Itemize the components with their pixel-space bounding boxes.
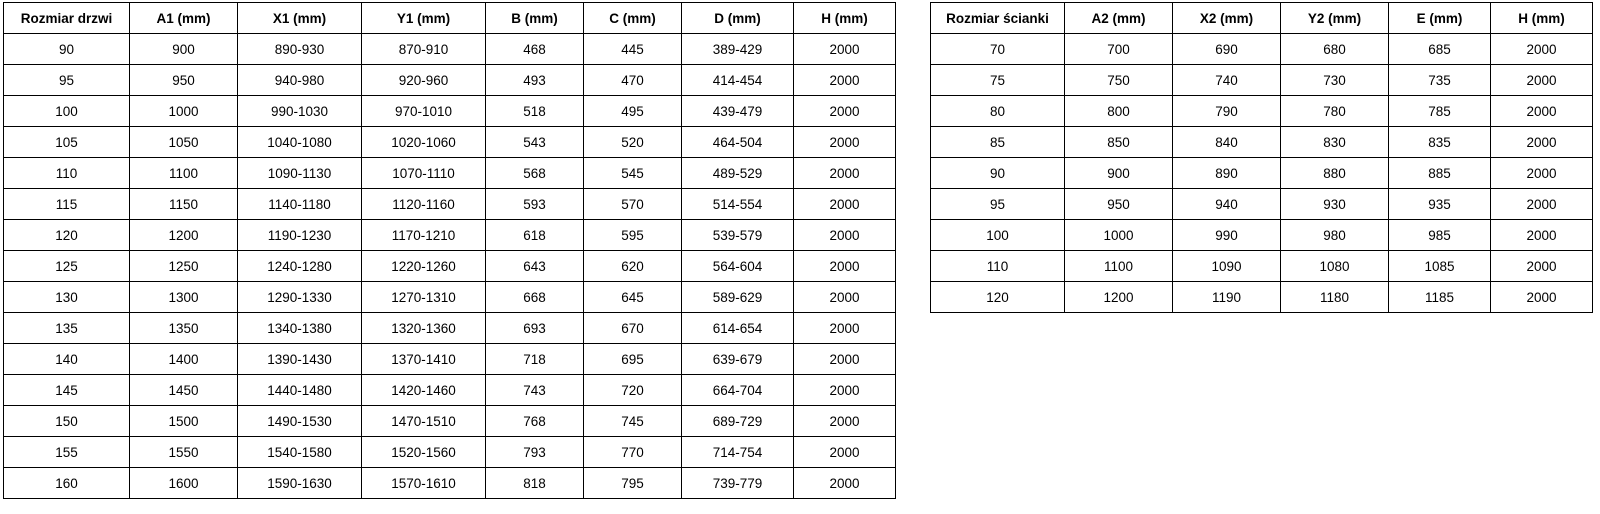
column-header-rozmiar-scianki: Rozmiar ścianki: [931, 3, 1065, 34]
table-cell: 1140-1180: [238, 189, 362, 220]
table-cell: 614-654: [682, 313, 794, 344]
table-cell: 125: [4, 251, 130, 282]
table-cell: 140: [4, 344, 130, 375]
table-cell: 990: [1173, 220, 1281, 251]
table-cell: 90: [931, 158, 1065, 189]
table-row: [4, 189, 896, 220]
table-cell: 639-679: [682, 344, 794, 375]
table-cell: 870-910: [362, 34, 486, 65]
table-cell: 1100: [1065, 251, 1173, 282]
table-cell: 1070-1110: [362, 158, 486, 189]
table-cell: 768: [486, 406, 584, 437]
table-cell: 518: [486, 96, 584, 127]
table-cell: 714-754: [682, 437, 794, 468]
table-row: [4, 251, 896, 282]
table-cell: 739-779: [682, 468, 794, 499]
table-cell: 439-479: [682, 96, 794, 127]
table-cell: 2000: [1491, 65, 1593, 96]
door-table-header: [4, 3, 896, 34]
table-cell: 1040-1080: [238, 127, 362, 158]
table-cell: 85: [931, 127, 1065, 158]
table-row: [931, 96, 1593, 127]
table-cell: 750: [1065, 65, 1173, 96]
table-cell: 2000: [794, 406, 896, 437]
table-cell: 793: [486, 437, 584, 468]
column-header-x2: X2 (mm): [1173, 3, 1281, 34]
table-row: [931, 189, 1593, 220]
table-cell: 718: [486, 344, 584, 375]
table-row: [4, 313, 896, 344]
table-cell: 2000: [1491, 282, 1593, 313]
table-cell: 1570-1610: [362, 468, 486, 499]
table-row: [4, 65, 896, 96]
column-header-c: C (mm): [584, 3, 682, 34]
table-cell: 389-429: [682, 34, 794, 65]
table-cell: 2000: [794, 282, 896, 313]
table-cell: 1400: [130, 344, 238, 375]
table-cell: 75: [931, 65, 1065, 96]
table-cell: 1190-1230: [238, 220, 362, 251]
table-row: [4, 344, 896, 375]
column-header-b: B (mm): [486, 3, 584, 34]
table-header-row: [931, 3, 1593, 34]
table-cell: 545: [584, 158, 682, 189]
table-cell: 693: [486, 313, 584, 344]
table-cell: 514-554: [682, 189, 794, 220]
table-cell: 1220-1260: [362, 251, 486, 282]
table-header-row: [4, 3, 896, 34]
table-row: [931, 251, 1593, 282]
table-cell: 2000: [1491, 96, 1593, 127]
table-cell: 940: [1173, 189, 1281, 220]
table-cell: 1250: [130, 251, 238, 282]
table-row: [4, 34, 896, 65]
table-cell: 1180: [1281, 282, 1389, 313]
table-cell: 1420-1460: [362, 375, 486, 406]
column-header-h: H (mm): [794, 3, 896, 34]
table-row: [4, 406, 896, 437]
table-cell: 940-980: [238, 65, 362, 96]
table-cell: 1200: [1065, 282, 1173, 313]
table-cell: 743: [486, 375, 584, 406]
table-cell: 970-1010: [362, 96, 486, 127]
table-cell: 2000: [1491, 220, 1593, 251]
column-header-rozmiar-drzwi: Rozmiar drzwi: [4, 3, 130, 34]
table-cell: 1540-1580: [238, 437, 362, 468]
table-cell: 520: [584, 127, 682, 158]
table-row: [4, 158, 896, 189]
table-cell: 885: [1389, 158, 1491, 189]
table-row: [4, 282, 896, 313]
table-cell: 593: [486, 189, 584, 220]
table-cell: 2000: [794, 313, 896, 344]
table-cell: 780: [1281, 96, 1389, 127]
table-cell: 800: [1065, 96, 1173, 127]
table-cell: 2000: [794, 65, 896, 96]
table-cell: 2000: [794, 375, 896, 406]
table-cell: 1090-1130: [238, 158, 362, 189]
table-cell: 1150: [130, 189, 238, 220]
table-cell: 495: [584, 96, 682, 127]
table-cell: 795: [584, 468, 682, 499]
column-header-y2: Y2 (mm): [1281, 3, 1389, 34]
table-cell: 1300: [130, 282, 238, 313]
table-row: [931, 34, 1593, 65]
table-cell: 1270-1310: [362, 282, 486, 313]
table-cell: 543: [486, 127, 584, 158]
table-cell: 155: [4, 437, 130, 468]
table-cell: 1020-1060: [362, 127, 486, 158]
table-cell: 990-1030: [238, 96, 362, 127]
door-table-body: [4, 34, 896, 499]
table-cell: 95: [4, 65, 130, 96]
table-cell: 120: [931, 282, 1065, 313]
table-cell: 1340-1380: [238, 313, 362, 344]
table-cell: 564-604: [682, 251, 794, 282]
table-cell: 1090: [1173, 251, 1281, 282]
table-cell: 70: [931, 34, 1065, 65]
table-cell: 818: [486, 468, 584, 499]
table-row: [4, 96, 896, 127]
table-cell: 890: [1173, 158, 1281, 189]
table-cell: 689-729: [682, 406, 794, 437]
table-cell: 160: [4, 468, 130, 499]
table-cell: 920-960: [362, 65, 486, 96]
table-cell: 835: [1389, 127, 1491, 158]
table-row: [931, 127, 1593, 158]
table-cell: 2000: [794, 158, 896, 189]
table-cell: 1200: [130, 220, 238, 251]
table-cell: 850: [1065, 127, 1173, 158]
table-cell: 2000: [794, 127, 896, 158]
table-cell: 589-629: [682, 282, 794, 313]
table-cell: 785: [1389, 96, 1491, 127]
wall-size-table: [930, 2, 1593, 313]
table-cell: 570: [584, 189, 682, 220]
table-cell: 950: [130, 65, 238, 96]
table-row: [931, 65, 1593, 96]
table-cell: 414-454: [682, 65, 794, 96]
table-cell: 670: [584, 313, 682, 344]
column-header-y1: Y1 (mm): [362, 3, 486, 34]
table-cell: 2000: [1491, 251, 1593, 282]
column-header-a1: A1 (mm): [130, 3, 238, 34]
column-header-d: D (mm): [682, 3, 794, 34]
table-cell: 1500: [130, 406, 238, 437]
table-cell: 1450: [130, 375, 238, 406]
table-cell: 2000: [794, 96, 896, 127]
table-cell: 595: [584, 220, 682, 251]
table-cell: 1120-1160: [362, 189, 486, 220]
table-cell: 980: [1281, 220, 1389, 251]
table-cell: 130: [4, 282, 130, 313]
table-cell: 1080: [1281, 251, 1389, 282]
table-row: [931, 282, 1593, 313]
wall-table-header: [931, 3, 1593, 34]
table-cell: 2000: [1491, 127, 1593, 158]
door-size-table: [3, 2, 896, 499]
table-cell: 1000: [1065, 220, 1173, 251]
table-cell: 735: [1389, 65, 1491, 96]
table-cell: 620: [584, 251, 682, 282]
table-cell: 720: [584, 375, 682, 406]
table-cell: 618: [486, 220, 584, 251]
table-cell: 110: [931, 251, 1065, 282]
table-cell: 1490-1530: [238, 406, 362, 437]
table-cell: 2000: [794, 189, 896, 220]
table-cell: 115: [4, 189, 130, 220]
table-cell: 110: [4, 158, 130, 189]
table-cell: 464-504: [682, 127, 794, 158]
column-header-x1: X1 (mm): [238, 3, 362, 34]
table-cell: 1050: [130, 127, 238, 158]
table-cell: 2000: [794, 344, 896, 375]
table-cell: 2000: [1491, 34, 1593, 65]
table-cell: 730: [1281, 65, 1389, 96]
table-cell: 1320-1360: [362, 313, 486, 344]
table-cell: 930: [1281, 189, 1389, 220]
table-row: [931, 220, 1593, 251]
table-cell: 1590-1630: [238, 468, 362, 499]
table-cell: 830: [1281, 127, 1389, 158]
table-cell: 1600: [130, 468, 238, 499]
table-cell: 145: [4, 375, 130, 406]
table-cell: 468: [486, 34, 584, 65]
table-cell: 770: [584, 437, 682, 468]
table-cell: 493: [486, 65, 584, 96]
table-cell: 643: [486, 251, 584, 282]
table-cell: 80: [931, 96, 1065, 127]
table-cell: 1170-1210: [362, 220, 486, 251]
table-row: [4, 220, 896, 251]
table-cell: 100: [931, 220, 1065, 251]
table-row: [931, 158, 1593, 189]
column-header-a2: A2 (mm): [1065, 3, 1173, 34]
table-cell: 539-579: [682, 220, 794, 251]
table-cell: 2000: [794, 468, 896, 499]
table-row: [4, 127, 896, 158]
table-row: [4, 468, 896, 499]
table-cell: 568: [486, 158, 584, 189]
table-cell: 690: [1173, 34, 1281, 65]
table-cell: 1350: [130, 313, 238, 344]
table-cell: 645: [584, 282, 682, 313]
table-cell: 790: [1173, 96, 1281, 127]
table-cell: 1000: [130, 96, 238, 127]
table-cell: 135: [4, 313, 130, 344]
table-cell: 1240-1280: [238, 251, 362, 282]
table-cell: 90: [4, 34, 130, 65]
table-cell: 890-930: [238, 34, 362, 65]
table-cell: 664-704: [682, 375, 794, 406]
table-cell: 745: [584, 406, 682, 437]
table-cell: 489-529: [682, 158, 794, 189]
table-cell: 445: [584, 34, 682, 65]
table-cell: 985: [1389, 220, 1491, 251]
table-cell: 1440-1480: [238, 375, 362, 406]
table-cell: 470: [584, 65, 682, 96]
column-header-e: E (mm): [1389, 3, 1491, 34]
table-cell: 2000: [794, 251, 896, 282]
table-cell: 900: [130, 34, 238, 65]
table-cell: 695: [584, 344, 682, 375]
table-cell: 95: [931, 189, 1065, 220]
table-cell: 105: [4, 127, 130, 158]
table-cell: 1100: [130, 158, 238, 189]
table-cell: 1290-1330: [238, 282, 362, 313]
table-cell: 1390-1430: [238, 344, 362, 375]
wall-size-table-container: [930, 2, 1593, 313]
table-cell: 700: [1065, 34, 1173, 65]
table-cell: 1085: [1389, 251, 1491, 282]
table-cell: 685: [1389, 34, 1491, 65]
wall-table-body: [931, 34, 1593, 313]
table-cell: 668: [486, 282, 584, 313]
table-cell: 1520-1560: [362, 437, 486, 468]
table-cell: 1370-1410: [362, 344, 486, 375]
table-cell: 900: [1065, 158, 1173, 189]
table-cell: 2000: [794, 437, 896, 468]
table-cell: 740: [1173, 65, 1281, 96]
table-cell: 2000: [794, 220, 896, 251]
table-cell: 150: [4, 406, 130, 437]
table-cell: 950: [1065, 189, 1173, 220]
table-row: [4, 375, 896, 406]
table-cell: 935: [1389, 189, 1491, 220]
door-size-table-container: [3, 2, 896, 499]
table-cell: 1550: [130, 437, 238, 468]
table-cell: 1185: [1389, 282, 1491, 313]
table-cell: 1470-1510: [362, 406, 486, 437]
table-cell: 840: [1173, 127, 1281, 158]
column-header-h: H (mm): [1491, 3, 1593, 34]
table-cell: 2000: [1491, 189, 1593, 220]
table-row: [4, 437, 896, 468]
table-cell: 1190: [1173, 282, 1281, 313]
table-cell: 120: [4, 220, 130, 251]
table-cell: 100: [4, 96, 130, 127]
table-cell: 880: [1281, 158, 1389, 189]
table-cell: 2000: [1491, 158, 1593, 189]
table-cell: 2000: [794, 34, 896, 65]
table-cell: 680: [1281, 34, 1389, 65]
